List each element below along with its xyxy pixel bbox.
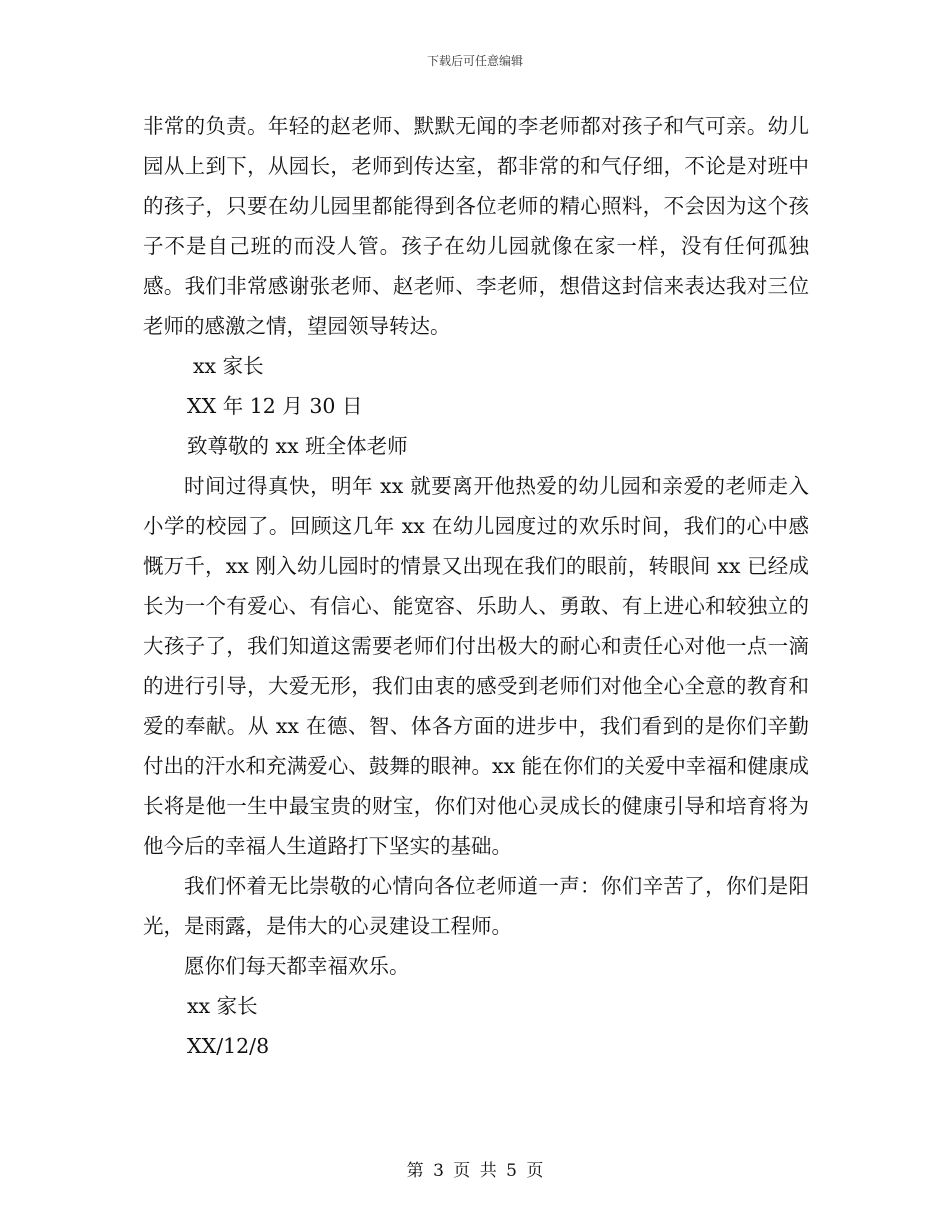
document-body (143, 106, 809, 1066)
page-number: 第 3 页 共 5 页 (406, 1161, 544, 1181)
letter2-signature: xx 家长 (187, 994, 258, 1018)
letter2-salutation: 致尊敬的 xx 班全体老师 (187, 434, 408, 458)
letter1-date: XX 年 12 月 30 日 (187, 394, 363, 418)
letter2-paragraph: 时间过得真快，明年 xx 就要离开他热爱的幼儿园和亲爱的老师走入小学的校园了。回顾这几年 xx 在幼儿园度过的欢乐时间，我们的心中感慨万千，xx 刚入幼儿园时的情景又出现在我们的眼前，转眼间 xx 已经成长为一个有爱心、有信心、能宽容、乐助人、勇敢、有上进心和较独立的大孩子了，我们知道这需要老师们付出极大的耐心和责任心对他一点一滴的进行引导，大爱无形，我们由衷的感受到老师们对他全心全意的教育和爱的奉献。从 xx 在德、智、体各方面的进步中，我们看到的是你们辛勤付出的汗水和充满爱心、鼓舞的眼神。xx 能在你们的关爱中幸福和健康成长将是他一生中最宝贵的财宝，你们对他心灵成长的健康引导和培育将为他今后的幸福人生道路打下坚实的基础。 (143, 474, 809, 858)
letter2-paragraph: 我们怀着无比崇敬的心情向各位老师道一声：你们辛苦了，你们是阳光，是雨露，是伟大的心灵建设工程师。 (143, 874, 809, 938)
letter2-date: XX/12/8 (187, 1034, 270, 1058)
page-header-note: 下载后可任意编辑 (426, 54, 523, 68)
letter1-body: 非常的负责。年轻的赵老师、默默无闻的李老师都对孩子和气可亲。幼儿园从上到下，从园长，老师到传达室，都非常的和气仔细，不论是对班中的孩子，只要在幼儿园里都能得到各位老师的精心照料，不会因为这个孩子不是自己班的而没人管。孩子在幼儿园就像在家一样，没有任何孤独感。我们非常感谢张老师、赵老师、李老师，想借这封信来表达我对三位老师的感激之情，望园领导转达。 (143, 114, 809, 338)
letter1-signature: xx 家长 (193, 354, 264, 378)
letter2-paragraph: 愿你们每天都幸福欢乐。 (184, 954, 410, 978)
